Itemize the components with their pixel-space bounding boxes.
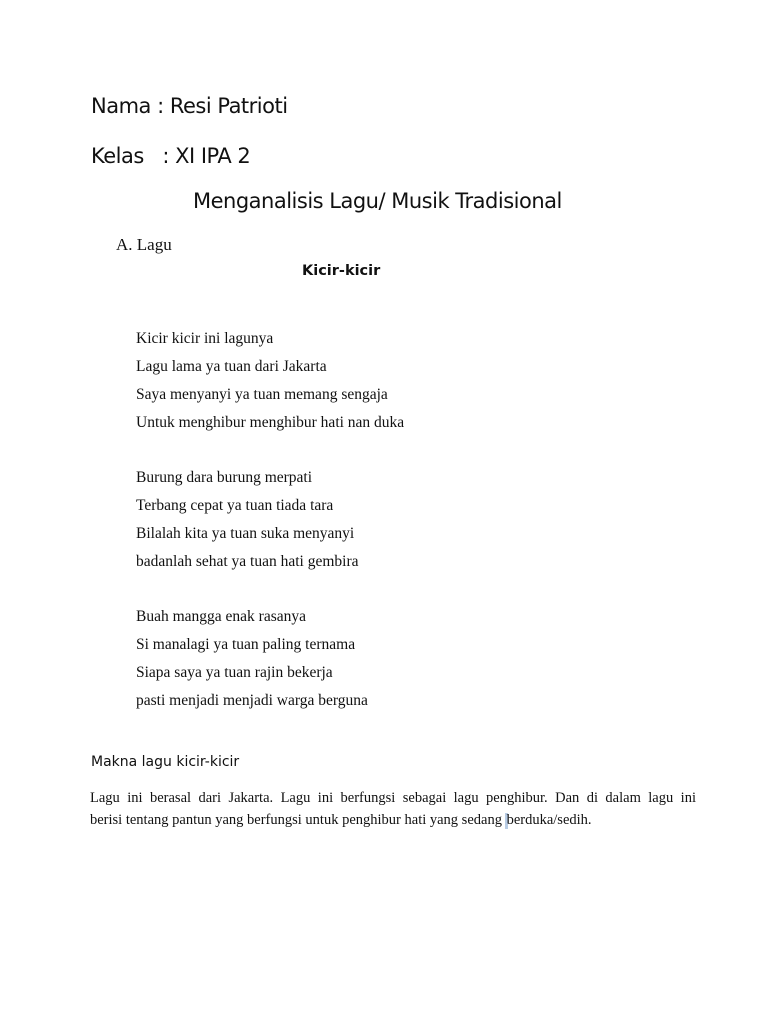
- lyric-line: badanlah sehat ya tuan hati gembira: [136, 553, 359, 570]
- lyric-line: Untuk menghibur menghibur hati nan duka: [136, 414, 405, 431]
- section-heading: [116, 235, 172, 255]
- song-title: Kicir-kicir: [302, 263, 381, 279]
- lyric-line: Si manalagi ya tuan paling ternama: [136, 636, 356, 653]
- meaning-heading: Makna lagu kicir-kicir: [91, 754, 240, 770]
- lyric-line: Saya menyanyi ya tuan memang sengaja: [136, 386, 388, 403]
- section-marker: A.: [116, 235, 133, 254]
- meaning-text: berduka/sedih.: [506, 812, 592, 828]
- student-name: Nama : Resi Patrioti: [91, 94, 288, 118]
- lyric-line: Bilalah kita ya tuan suka menyanyi: [136, 525, 355, 542]
- meaning-text: berisi tentang pantun yang berfungsi untuk penghibur hati yang sedang: [90, 812, 502, 828]
- meaning-line: Lagu ini berasal dari Jakarta. Lagu ini berfungsi sebagai lagu penghibur. Dan di dalam lagu ini: [90, 790, 696, 806]
- lyric-line: pasti menjadi menjadi warga berguna: [136, 692, 368, 709]
- document-title: Menganalisis Lagu/ Musik Tradisional: [193, 189, 562, 213]
- lyric-line: Siapa saya ya tuan rajin bekerja: [136, 664, 333, 681]
- section-label: Lagu: [136, 235, 172, 254]
- lyric-line: Lagu lama ya tuan dari Jakarta: [136, 358, 327, 375]
- meaning-line: [90, 809, 696, 831]
- meaning-paragraph: [90, 787, 696, 831]
- student-class: Kelas : XI IPA 2: [91, 144, 251, 168]
- lyric-line: Burung dara burung merpati: [136, 469, 313, 486]
- lyric-line: Buah mangga enak rasanya: [136, 608, 307, 625]
- lyric-line: Kicir kicir ini lagunya: [136, 330, 274, 347]
- lyric-line: Terbang cepat ya tuan tiada tara: [136, 497, 334, 514]
